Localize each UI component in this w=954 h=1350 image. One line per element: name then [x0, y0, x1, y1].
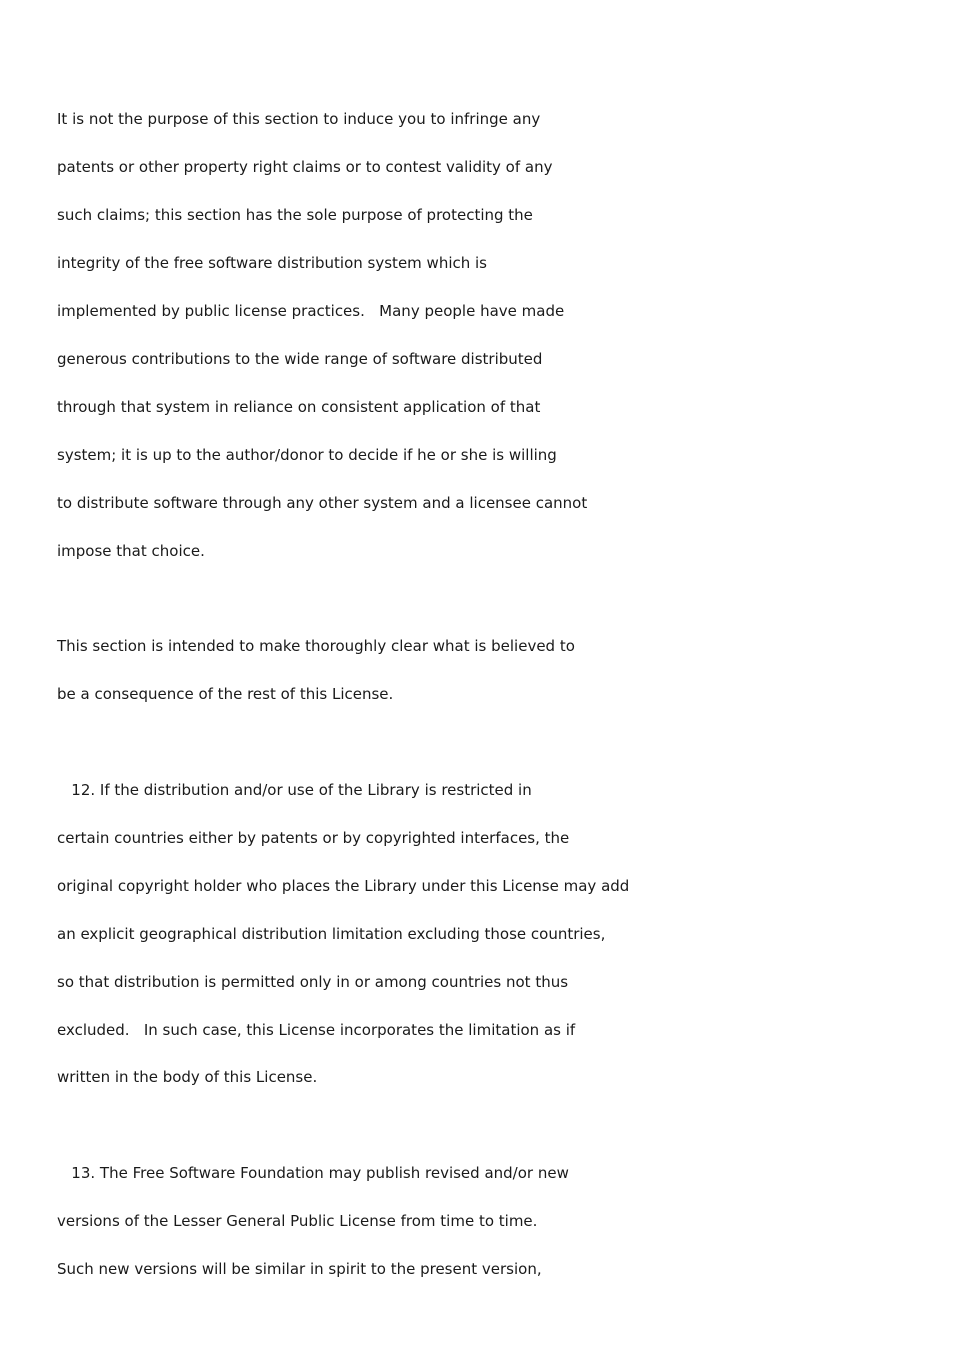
text-line: This section is intended to make thoroughly clear what is believed to	[57, 637, 575, 655]
text-line: to distribute software through any other system and a licensee cannot	[57, 494, 588, 512]
text-line: through that system in reliance on consistent application of that	[57, 398, 541, 416]
text-line: so that distribution is permitted only in or among countries not thus	[57, 973, 569, 991]
text-line: implemented by public license practices. Many people have made	[57, 302, 565, 320]
text-line: an explicit geographical distribution limitation excluding those countries,	[57, 925, 606, 943]
text-line: original copyright holder who places the Library under this License may add	[57, 877, 630, 895]
text-line: written in the body of this License.	[57, 1068, 318, 1086]
text-line: 12. If the distribution and/or use of the Library is restricted in	[57, 781, 532, 799]
text-line: impose that choice.	[57, 542, 205, 560]
text-line: Such new versions will be similar in spirit to the present version,	[57, 1260, 542, 1278]
text-line: 13. The Free Software Foundation may publish revised and/or new	[57, 1164, 569, 1182]
text-line: It is not the purpose of this section to induce you to infringe any	[57, 110, 541, 128]
text-line: integrity of the free software distribution system which is	[57, 254, 487, 272]
text-line: generous contributions to the wide range of software distributed	[57, 350, 543, 368]
text-line: certain countries either by patents or by copyrighted interfaces, the	[57, 829, 570, 847]
text-line: such claims; this section has the sole purpose of protecting the	[57, 206, 533, 224]
text-line: excluded. In such case, this License incorporates the limitation as if	[57, 1021, 576, 1039]
text-line: system; it is up to the author/donor to decide if he or she is willing	[57, 446, 557, 464]
text-line: be a consequence of the rest of this License.	[57, 685, 394, 703]
text-line: versions of the Lesser General Public License from time to time.	[57, 1212, 538, 1230]
text-line: patents or other property right claims or to contest validity of any	[57, 158, 553, 176]
